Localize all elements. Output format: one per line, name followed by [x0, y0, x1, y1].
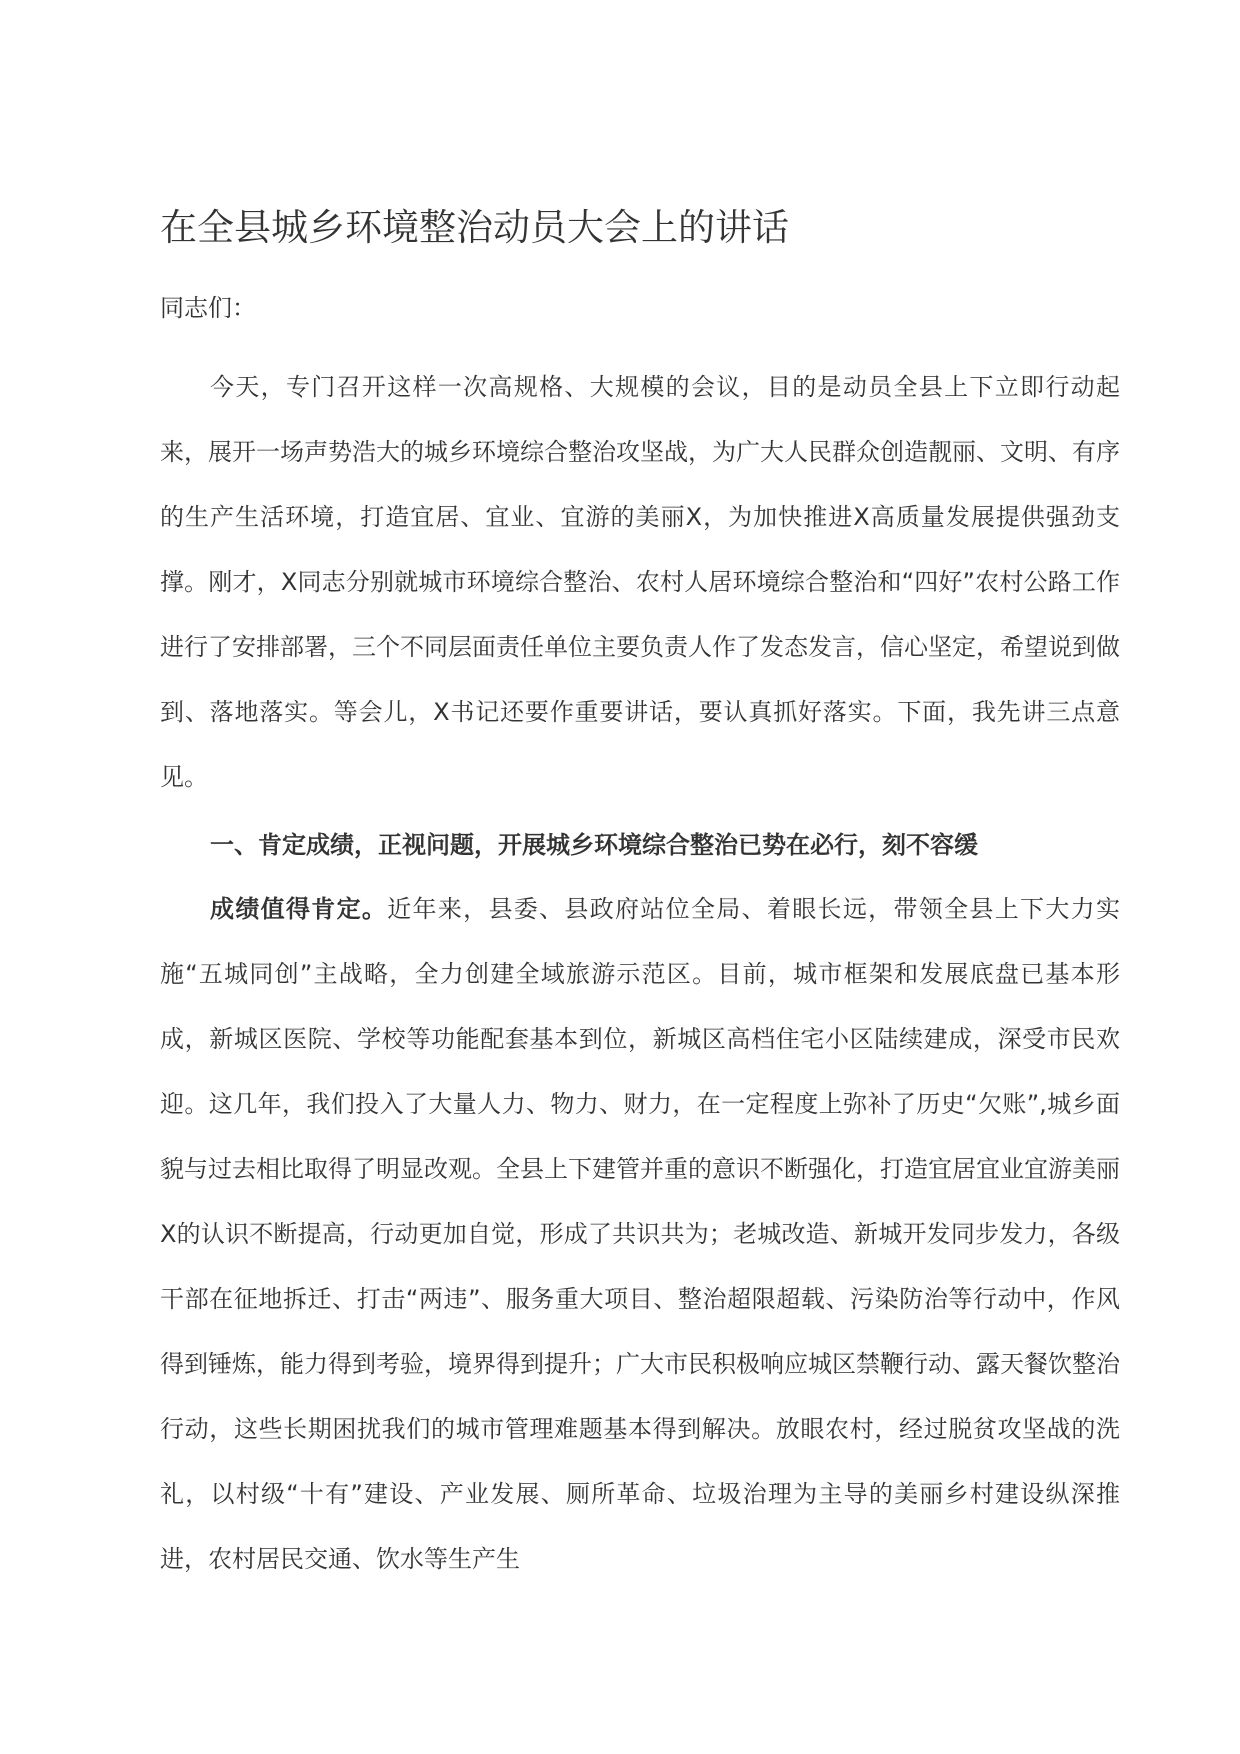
paragraph-achievements — [160, 877, 1120, 1592]
salutation: 同志们： — [160, 294, 256, 322]
paragraph-lead: 成绩值得肯定。 — [210, 895, 388, 923]
document-title: 在全县城乡环境整治动员大会上的讲话 — [160, 206, 789, 249]
document-page — [160, 0, 1120, 1754]
paragraph-body: 近年来，县委、县政府站位全局、着眼长远，带领全县上下大力实施“五城同创”主战略，全力创建全域旅游示范区。目前，城市框架和发展底盘已基本形成，新城区医院、学校等功能配套基本到位，新城区高档住宅小区陆续建成，深受市民欢迎。这几年，我们投入了大量人力、物力、财力，在一定程度上弥补了历史“欠账”,城乡面貌与过去相比取得了明显改观。全县上下建管并重的意识不断强化，打造宜居宜业宜游美丽X的认识不断提高，行动更加自觉，形成了共识共为；老城改造、新城开发同步发力，各级干部在征地拆迁、打击“两违”、服务重大项目、整治超限超载、污染防治等行动中，作风得到锤炼，能力得到考验，境界得到提升；广大市民积极响应城区禁鞭行动、露天餐饮整治行动，这些长期困扰我们的城市管理难题基本得到解决。放眼农村，经过脱贫攻坚战的洗礼，以村级“十有”建设、产业发展、厕所革命、垃圾治理为主导的美丽乡村建设纵深推进，农村居民交通、饮水等生产生 — [160, 895, 1121, 1573]
section-heading-1: 一、肯定成绩，正视问题，开展城乡环境综合整治已势在必行，刻不容缓 — [210, 831, 978, 859]
paragraph-opening: 今天，专门召开这样一次高规格、大规模的会议，目的是动员全县上下立即行动起来，展开一场声势浩大的城乡环境综合整治攻坚战，为广大人民群众创造靓丽、文明、有序的生产生活环境，打造宜居、宜业、宜游的美丽X，为加快推进X高质量发展提供强劲支撑。刚才，X同志分别就城市环境综合整治、农村人居环境综合整治和“四好”农村公路工作进行了安排部署，三个不同层面责任单位主要负责人作了发态发言，信心坚定，希望说到做到、落地落实。等会儿，X书记还要作重要讲话，要认真抓好落实。下面，我先讲三点意见。 — [160, 373, 1120, 791]
